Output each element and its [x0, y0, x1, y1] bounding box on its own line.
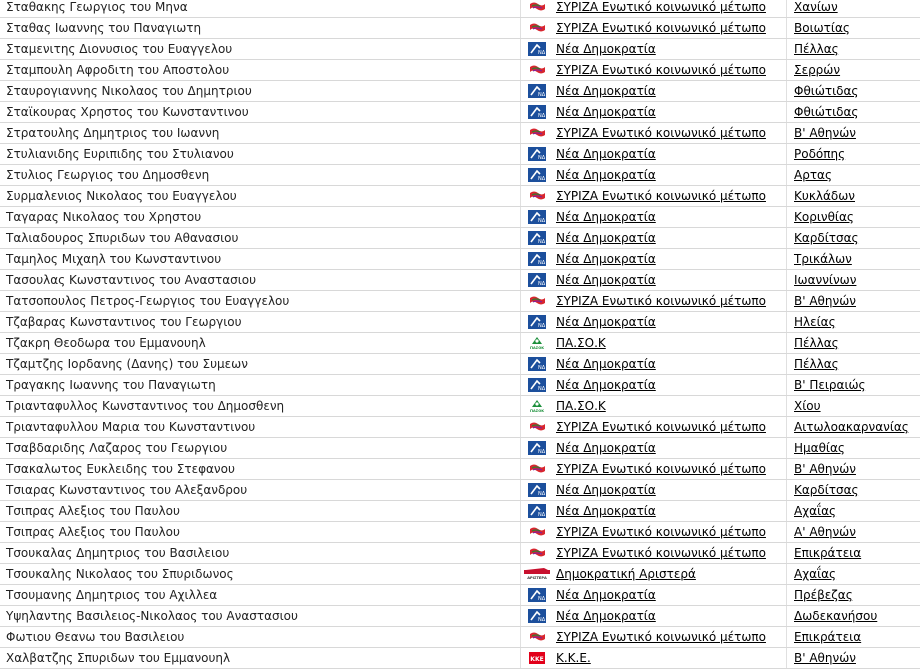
column-divider [520, 627, 521, 647]
region-link[interactable]: Πέλλας [794, 336, 839, 350]
column-divider [520, 291, 521, 311]
syriza-logo-icon [528, 546, 546, 560]
column-divider [520, 543, 521, 563]
table-row [0, 312, 920, 333]
svg-text:ΝΔ: ΝΔ [538, 449, 546, 455]
mp-name: Τσακαλωτος Ευκλειδης του Στεφανου [6, 462, 235, 476]
mp-name: Σταϊκουρας Χρηστος του Κωνσταντινου [6, 105, 249, 119]
column-divider [786, 0, 787, 17]
mp-name: Σταυρογιαννης Νικολαος του Δημητριου [6, 84, 252, 98]
column-divider [786, 333, 787, 353]
mp-name: Τζαμτζης Ιορδανης (Δανης) του Συμεων [6, 357, 248, 371]
column-divider [520, 102, 521, 122]
svg-text:ΝΔ: ΝΔ [538, 512, 546, 518]
table-row [0, 480, 920, 501]
column-divider [786, 480, 787, 500]
column-divider [786, 417, 787, 437]
region-link[interactable]: Καρδίτσας [794, 483, 859, 497]
region-link[interactable]: Πέλλας [794, 42, 839, 56]
party-link[interactable]: ΣΥΡΙΖΑ Ενωτικό κοινωνικό μέτωπο [556, 21, 766, 35]
party-link[interactable]: ΣΥΡΙΖΑ Ενωτικό κοινωνικό μέτωπο [556, 630, 766, 644]
column-divider [786, 312, 787, 332]
party-link[interactable]: ΣΥΡΙΖΑ Ενωτικό κοινωνικό μέτωπο [556, 0, 766, 14]
mp-name: Χαλβατζης Σπυριδων του Εμμανουηλ [6, 651, 231, 665]
region-link[interactable]: Ιωαννίνων [794, 273, 857, 287]
column-divider [520, 459, 521, 479]
mp-name: Τσουμανης Δημητριος του Αχιλλεα [6, 588, 218, 602]
mp-name: Στυλιανιδης Ευριπιδης του Στυλιανου [6, 147, 234, 161]
mp-name: Τσαβδαριδης Λαζαρος του Γεωργιου [6, 441, 228, 455]
region-link[interactable]: Β' Αθηνών [794, 294, 856, 308]
column-divider [786, 102, 787, 122]
party-link[interactable]: Νέα Δημοκρατία [556, 504, 656, 518]
column-divider [786, 627, 787, 647]
table-row [0, 123, 920, 144]
mp-name: Τσιαρας Κωνσταντινος του Αλεξανδρου [6, 483, 248, 497]
column-divider [786, 606, 787, 626]
column-divider [786, 249, 787, 269]
svg-text:ΝΔ: ΝΔ [538, 386, 546, 392]
column-divider [520, 312, 521, 332]
svg-text:ΝΔ: ΝΔ [538, 176, 546, 182]
table-row [0, 228, 920, 249]
table-row [0, 165, 920, 186]
region-link[interactable]: Σερρών [794, 63, 841, 77]
party-link[interactable]: ΣΥΡΙΖΑ Ενωτικό κοινωνικό μέτωπο [556, 189, 766, 203]
mp-name: Σταμπουλη Αφροδιτη του Αποστολου [6, 63, 230, 77]
column-divider [786, 228, 787, 248]
mp-name: Ταλιαδουρος Σπυριδων του Αθανασιου [6, 231, 239, 245]
mp-name: Τατσοπουλος Πετρος-Γεωργιος του Ευαγγελου [6, 294, 290, 308]
column-divider [786, 81, 787, 101]
region-link[interactable]: Αιτωλοακαρνανίας [794, 420, 909, 434]
table-row [0, 207, 920, 228]
nd-logo-icon [528, 357, 546, 371]
column-divider [786, 585, 787, 605]
mp-name: Τσιπρας Αλεξιος του Παυλου [6, 504, 180, 518]
party-link[interactable]: Νέα Δημοκρατία [556, 588, 656, 602]
table-row [0, 438, 920, 459]
column-divider [786, 564, 787, 584]
nd-logo-icon [528, 252, 546, 266]
table-row [0, 354, 920, 375]
party-link[interactable]: Νέα Δημοκρατία [556, 84, 656, 98]
table-row [0, 249, 920, 270]
region-link[interactable]: Επικράτεια [794, 630, 862, 644]
table-row [0, 417, 920, 438]
party-link[interactable]: ΣΥΡΙΖΑ Ενωτικό κοινωνικό μέτωπο [556, 294, 766, 308]
table-row [0, 18, 920, 39]
svg-text:ΝΔ: ΝΔ [538, 92, 546, 98]
column-divider [520, 606, 521, 626]
syriza-logo-icon [528, 462, 546, 476]
mp-name: Τσουκαλης Νικολαος του Σπυριδωνος [6, 567, 234, 581]
nd-logo-icon [528, 504, 546, 518]
table-row [0, 144, 920, 165]
table-row [0, 0, 920, 18]
column-divider [520, 354, 521, 374]
mp-name: Τζαβαρας Κωνσταντινος του Γεωργιου [6, 315, 242, 329]
svg-text:ΝΔ: ΝΔ [538, 596, 546, 602]
party-link[interactable]: Δημοκρατική Αριστερά [556, 567, 696, 581]
mp-name: Ταμηλος Μιχαηλ του Κωνσταντινου [6, 252, 222, 266]
column-divider [520, 501, 521, 521]
table-row [0, 396, 920, 417]
mp-name: Φωτιου Θεανω του Βασιλειου [6, 630, 185, 644]
column-divider [786, 60, 787, 80]
party-link[interactable]: Νέα Δημοκρατία [556, 357, 656, 371]
party-link[interactable]: Νέα Δημοκρατία [556, 609, 656, 623]
column-divider [520, 438, 521, 458]
nd-logo-icon [528, 84, 546, 98]
column-divider [786, 165, 787, 185]
region-link[interactable]: Β' Αθηνών [794, 651, 856, 665]
region-link[interactable]: Αχαΐας [794, 504, 837, 518]
mp-name: Τασουλας Κωνσταντινος του Αναστασιου [6, 273, 257, 287]
mp-name: Τραγακης Ιωαννης του Παναγιωτη [6, 378, 216, 392]
party-link[interactable]: ΣΥΡΙΖΑ Ενωτικό κοινωνικό μέτωπο [556, 126, 766, 140]
mp-name: Ταγαρας Νικολαος του Χρηστου [6, 210, 202, 224]
nd-logo-icon [528, 609, 546, 623]
table-row [0, 585, 920, 606]
column-divider [520, 375, 521, 395]
column-divider [520, 480, 521, 500]
nd-logo-icon [528, 42, 546, 56]
party-link[interactable]: ΠΑ.ΣΟ.Κ [556, 399, 606, 413]
svg-text:ΝΔ: ΝΔ [538, 239, 546, 245]
column-divider [786, 291, 787, 311]
table-row [0, 291, 920, 312]
table-row [0, 564, 920, 585]
svg-text:ΝΔ: ΝΔ [538, 113, 546, 119]
svg-text:ΝΔ: ΝΔ [538, 281, 546, 287]
column-divider [786, 39, 787, 59]
column-divider [520, 186, 521, 206]
region-link[interactable]: Χανίων [794, 0, 838, 14]
party-link[interactable]: Νέα Δημοκρατία [556, 42, 656, 56]
column-divider [786, 459, 787, 479]
table-row [0, 648, 920, 669]
svg-text:ΝΔ: ΝΔ [538, 617, 546, 623]
column-divider [520, 270, 521, 290]
column-divider [786, 186, 787, 206]
syriza-logo-icon [528, 525, 546, 539]
region-link[interactable]: Τρικάλων [794, 252, 852, 266]
party-link[interactable]: Νέα Δημοκρατία [556, 168, 656, 182]
svg-text:ΝΔ: ΝΔ [538, 260, 546, 266]
region-link[interactable]: Β' Πειραιώς [794, 378, 866, 392]
column-divider [520, 585, 521, 605]
svg-text:ΠΑΣΟΚ: ΠΑΣΟΚ [529, 409, 545, 413]
mp-name: Στρατουλης Δημητριος του Ιωαννη [6, 126, 220, 140]
region-link[interactable]: Κορινθίας [794, 210, 854, 224]
mp-name: Τσιπρας Αλεξιος του Παυλου [6, 525, 180, 539]
column-divider [786, 207, 787, 227]
column-divider [786, 375, 787, 395]
region-link[interactable]: Κυκλάδων [794, 189, 855, 203]
party-link[interactable]: Νέα Δημοκρατία [556, 441, 656, 455]
mp-name: Σταθακης Γεωργιος του Μηνα [6, 0, 188, 14]
party-link[interactable]: Νέα Δημοκρατία [556, 147, 656, 161]
svg-text:ΠΑΣΟΚ: ΠΑΣΟΚ [529, 346, 545, 350]
syriza-logo-icon [528, 63, 546, 77]
column-divider [520, 396, 521, 416]
table-row [0, 522, 920, 543]
column-divider [520, 249, 521, 269]
party-link[interactable]: ΣΥΡΙΖΑ Ενωτικό κοινωνικό μέτωπο [556, 63, 766, 77]
region-link[interactable]: Ηλείας [794, 315, 836, 329]
region-link[interactable]: Ροδόπης [794, 147, 846, 161]
region-link[interactable]: Χίου [794, 399, 821, 413]
syriza-logo-icon [528, 21, 546, 35]
region-link[interactable]: Βοιωτίας [794, 21, 850, 35]
region-link[interactable]: Α' Αθηνών [794, 525, 856, 539]
party-link[interactable]: ΣΥΡΙΖΑ Ενωτικό κοινωνικό μέτωπο [556, 462, 766, 476]
pasok-logo-icon [528, 399, 546, 413]
party-link[interactable]: Νέα Δημοκρατία [556, 210, 656, 224]
column-divider [786, 123, 787, 143]
column-divider [520, 564, 521, 584]
party-link[interactable]: ΣΥΡΙΖΑ Ενωτικό κοινωνικό μέτωπο [556, 525, 766, 539]
nd-logo-icon [528, 378, 546, 392]
column-divider [520, 144, 521, 164]
table-row [0, 627, 920, 648]
syriza-logo-icon [528, 126, 546, 140]
column-divider [520, 333, 521, 353]
column-divider [786, 396, 787, 416]
table-row [0, 606, 920, 627]
column-divider [520, 60, 521, 80]
region-link[interactable]: Πρέβεζας [794, 588, 853, 602]
party-link[interactable]: Νέα Δημοκρατία [556, 483, 656, 497]
table-row [0, 270, 920, 291]
column-divider [520, 0, 521, 17]
party-link[interactable]: Νέα Δημοκρατία [556, 273, 656, 287]
table-row [0, 333, 920, 354]
column-divider [786, 438, 787, 458]
syriza-logo-icon [528, 630, 546, 644]
region-link[interactable]: Φθιώτιδας [794, 105, 859, 119]
table-row [0, 39, 920, 60]
table-row [0, 543, 920, 564]
region-link[interactable]: Αρτας [794, 168, 833, 182]
party-link[interactable]: ΠΑ.ΣΟ.Κ [556, 336, 606, 350]
region-link[interactable]: Ημαθίας [794, 441, 845, 455]
syriza-logo-icon [528, 189, 546, 203]
region-link[interactable]: Β' Αθηνών [794, 462, 856, 476]
nd-logo-icon [528, 105, 546, 119]
svg-text:ΝΔ: ΝΔ [538, 491, 546, 497]
column-divider [520, 123, 521, 143]
party-link[interactable]: Νέα Δημοκρατία [556, 315, 656, 329]
column-divider [786, 648, 787, 668]
mp-name: Στυλιος Γεωργιος του Δημοσθενη [6, 168, 210, 182]
party-link[interactable]: ΣΥΡΙΖΑ Ενωτικό κοινωνικό μέτωπο [556, 546, 766, 560]
mp-name: Τριανταφυλλος Κωνσταντινος του Δημοσθενη [6, 399, 285, 413]
column-divider [520, 18, 521, 38]
region-link[interactable]: Επικράτεια [794, 546, 862, 560]
mp-name: Σταθας Ιωαννης του Παναγιωτη [6, 21, 202, 35]
table-row [0, 81, 920, 102]
svg-text:ΝΔ: ΝΔ [538, 218, 546, 224]
svg-text:ΚΚΕ: ΚΚΕ [530, 656, 544, 663]
nd-logo-icon [528, 483, 546, 497]
nd-logo-icon [528, 588, 546, 602]
table-row [0, 459, 920, 480]
table-row [0, 186, 920, 207]
region-link[interactable]: Αχαΐας [794, 567, 837, 581]
column-divider [786, 522, 787, 542]
region-link[interactable]: Β' Αθηνών [794, 126, 856, 140]
party-link[interactable]: Νέα Δημοκρατία [556, 252, 656, 266]
party-link[interactable]: Κ.Κ.Ε. [556, 651, 591, 665]
column-divider [520, 39, 521, 59]
column-divider [786, 144, 787, 164]
svg-text:ΝΔ: ΝΔ [538, 365, 546, 371]
syriza-logo-icon [528, 0, 546, 14]
column-divider [520, 165, 521, 185]
svg-text:ΝΔ: ΝΔ [538, 155, 546, 161]
column-divider [786, 270, 787, 290]
nd-logo-icon [528, 273, 546, 287]
nd-logo-icon [528, 315, 546, 329]
nd-logo-icon [528, 168, 546, 182]
nd-logo-icon [528, 231, 546, 245]
column-divider [786, 354, 787, 374]
mp-name: Σταμενιτης Διονυσιος του Ευαγγελου [6, 42, 233, 56]
nd-logo-icon [528, 441, 546, 455]
svg-text:ΑΡΙΣΤΕΡΑ: ΑΡΙΣΤΕΡΑ [527, 576, 547, 580]
mp-name: Συρμαλενιος Νικολαος του Ευαγγελου [6, 189, 237, 203]
column-divider [520, 522, 521, 542]
table-row [0, 501, 920, 522]
column-divider [786, 18, 787, 38]
syriza-logo-icon [528, 294, 546, 308]
mp-name: Τσουκαλας Δημητριος του Βασιλειου [6, 546, 230, 560]
pasok-logo-icon [528, 336, 546, 350]
column-divider [520, 207, 521, 227]
region-link[interactable]: Καρδίτσας [794, 231, 859, 245]
svg-text:ΝΔ: ΝΔ [538, 323, 546, 329]
party-link[interactable]: ΣΥΡΙΖΑ Ενωτικό κοινωνικό μέτωπο [556, 420, 766, 434]
kke-logo-icon [528, 651, 546, 665]
column-divider [520, 648, 521, 668]
column-divider [520, 417, 521, 437]
mp-name: Υψηλαντης Βασιλειος-Νικολαος του Αναστασιου [6, 609, 298, 623]
table-row [0, 375, 920, 396]
party-link[interactable]: Νέα Δημοκρατία [556, 378, 656, 392]
mp-name: Τζακρη Θεοδωρα του Εμμανουηλ [6, 336, 206, 350]
table-row [0, 60, 920, 81]
column-divider [786, 501, 787, 521]
party-link[interactable]: Νέα Δημοκρατία [556, 105, 656, 119]
nd-logo-icon [528, 147, 546, 161]
nd-logo-icon [528, 210, 546, 224]
column-divider [786, 543, 787, 563]
column-divider [520, 228, 521, 248]
column-divider [520, 81, 521, 101]
region-link[interactable]: Φθιώτιδας [794, 84, 859, 98]
syriza-logo-icon [528, 420, 546, 434]
mp-name: Τριανταφυλλου Μαρια του Κωνσταντινου [6, 420, 256, 434]
dimar-logo-icon [524, 567, 550, 581]
region-link[interactable]: Πέλλας [794, 357, 839, 371]
table-row [0, 102, 920, 123]
svg-text:ΝΔ: ΝΔ [538, 50, 546, 56]
party-link[interactable]: Νέα Δημοκρατία [556, 231, 656, 245]
region-link[interactable]: Δωδεκανήσου [794, 609, 878, 623]
